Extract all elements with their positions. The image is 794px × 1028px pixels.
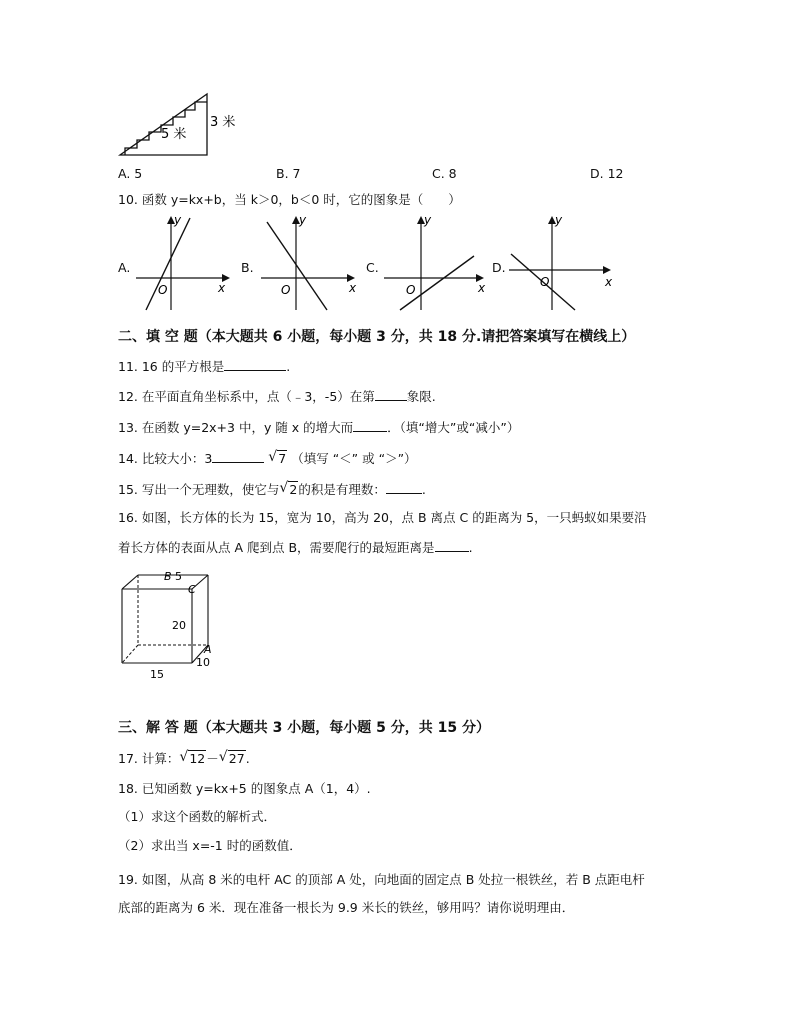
q14-end: （填写 “＜” 或 “＞”） [291, 451, 417, 466]
q19-line-2: 底部的距离为 6 米．现在准备一根长为 9.9 米长的铁丝，够用吗？请你说明理由． [118, 900, 575, 915]
x-axis-label: x [349, 281, 357, 295]
q16-answer-blank[interactable] [435, 539, 469, 552]
q15-answer-blank[interactable] [386, 481, 422, 494]
q17-minus: － [206, 751, 219, 766]
q10-graph-c [380, 212, 490, 312]
q17-radicand-2: 27 [228, 751, 245, 766]
q10-graph-a [130, 212, 235, 312]
q15-radicand: 2 [289, 482, 298, 497]
q10-option-a-label: A. [118, 260, 131, 275]
q17 [118, 751, 250, 766]
q11-end: . [286, 359, 291, 374]
q14-answer-blank[interactable] [212, 450, 264, 463]
origin-label: O [158, 283, 168, 297]
origin-label: O [540, 275, 550, 289]
q16-line-2 [118, 539, 473, 555]
label-a: A [204, 643, 212, 656]
q16-line-1: 16. 如图，长方体的长为 15，宽为 10，高为 20，点 B 离点 C 的距离为 5，一只蚂蚁如果要沿 [118, 510, 647, 525]
staircase-figure [115, 88, 240, 160]
y-axis-label: y [174, 213, 182, 227]
q10-option-c-label: C. [366, 260, 379, 275]
label-b: B [164, 570, 172, 583]
label-15: 15 [150, 668, 164, 681]
q19-line-1: 19. 如图，从高 8 米的电杆 AC 的顶部 A 处，向地面的固定点 B 处拉一根铁丝，若 B 点距电杆 [118, 872, 645, 887]
q10-text: 10. 函数 y=kx+b，当 k＞0，b＜0 时，它的图象是（ ） [118, 192, 461, 207]
label-c: C [188, 583, 196, 596]
q15-end: . [421, 482, 426, 497]
sqrt-symbol: √ 7 [268, 449, 287, 466]
q11 [118, 358, 290, 374]
label-10: 10 [196, 656, 210, 669]
q18-text: 18. 已知函数 y=kx+5 的图象点 A（1，4）. [118, 781, 371, 796]
q11-text: 11. 16 的平方根是 [118, 359, 225, 374]
q14 [118, 450, 417, 466]
q16-end: . [468, 540, 473, 555]
label-20: 20 [172, 619, 186, 632]
q14-radicand: 7 [278, 451, 287, 466]
x-axis-label: x [478, 281, 486, 295]
q10-option-b-label: B. [241, 260, 254, 275]
q17-end: . [245, 751, 250, 766]
q15 [118, 481, 426, 497]
y-axis-label: y [424, 213, 432, 227]
origin-label: O [281, 283, 291, 297]
sqrt-symbol: √ 12 [179, 749, 206, 766]
y-axis-label: y [299, 213, 307, 227]
hypotenuse-label: 5 米 [161, 127, 187, 142]
q15-mid: 的积是有理数： [298, 482, 386, 497]
section-2-title: 二、填 空 题（本大题共 6 小题，每小题 3 分，共 18 分.请把答案填写在横线上） [118, 329, 636, 345]
q17-text: 17. 计算： [118, 751, 180, 766]
label-5: 5 [175, 570, 182, 583]
height-label: 3 米 [210, 115, 236, 130]
q11-answer-blank[interactable] [224, 358, 286, 371]
q12-answer-blank[interactable] [375, 388, 407, 401]
q13-text: 13. 在函数 y=2x+3 中，y 随 x 的增大而 [118, 420, 354, 435]
q10-option-d-label: D. [492, 260, 506, 275]
q9-option-b: B. 7 [276, 166, 301, 181]
q15-text: 15. 写出一个无理数，使它与 [118, 482, 280, 497]
sqrt-symbol: √ 27 [218, 749, 245, 766]
q18-sub-1: （1）求这个函数的解析式． [118, 809, 276, 824]
section-3-title: 三、解 答 题（本大题共 3 小题，每小题 5 分，共 15 分） [118, 720, 490, 736]
cuboid-figure [112, 565, 222, 683]
q18-sub-2: （2）求出当 x=-1 时的函数值． [118, 838, 302, 853]
q10-graph-d [505, 212, 620, 312]
q13-end: ．（填“增大”或“减小”） [387, 420, 520, 435]
x-axis-label: x [218, 281, 226, 295]
q9-option-a: A. 5 [118, 166, 143, 181]
q10-graph-b [255, 212, 360, 312]
q17-radicand-1: 12 [189, 751, 206, 766]
origin-label: O [406, 283, 416, 297]
q9-option-d: D. 12 [590, 166, 624, 181]
x-axis-label: x [605, 275, 613, 289]
q12-end: 象限. [406, 389, 436, 404]
q13 [118, 419, 519, 435]
q14-text: 14. 比较大小：3 [118, 451, 213, 466]
q12-text: 12. 在平面直角坐标系中，点（﹣3，-5）在第 [118, 389, 375, 404]
q12 [118, 388, 436, 404]
q9-option-c: C. 8 [432, 166, 457, 181]
q13-answer-blank[interactable] [353, 419, 387, 432]
q16-line-2-text: 着长方体的表面从点 A 爬到点 B，需要爬行的最短距离是 [118, 540, 435, 555]
sqrt-symbol: √ 2 [279, 480, 298, 497]
y-axis-label: y [555, 213, 563, 227]
